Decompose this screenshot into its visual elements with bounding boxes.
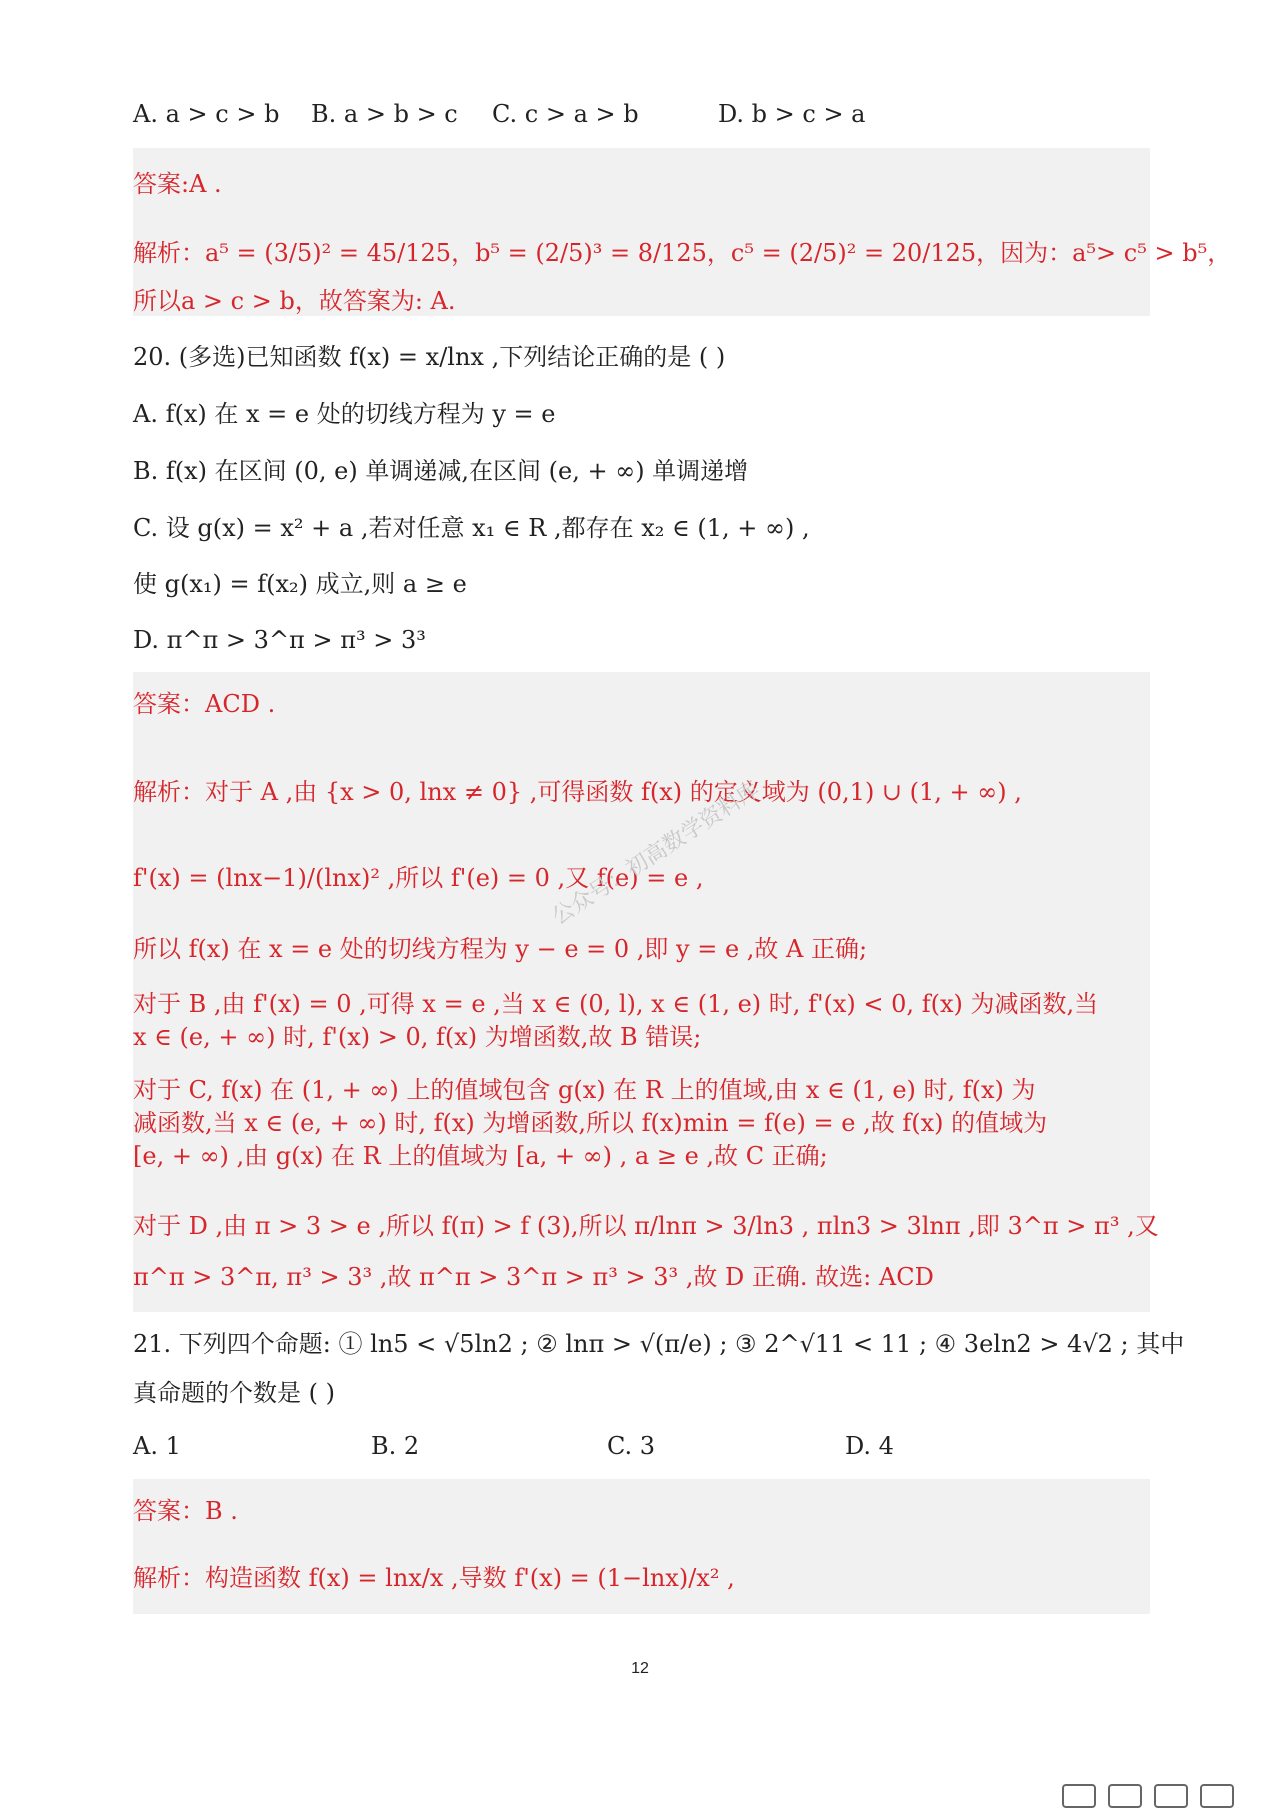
q20-option-d: D. π^π > 3^π > π³ > 3³ bbox=[133, 626, 426, 654]
q21-option-a: A. 1 bbox=[133, 1432, 181, 1460]
prev-analysis-line-2: 所以a > c > b，故答案为: A. bbox=[133, 287, 456, 315]
q20-option-c: C. 设 g(x) = x² + a ,若对任意 x₁ ∈ R ,都存在 x₂ ∈ (1, + ∞) , bbox=[133, 514, 810, 542]
q20-analysis-line-7: 减函数,当 x ∈ (e, + ∞) 时, f(x) 为增函数,所以 f(x)min = f(e) = e ,故 f(x) 的值域为 bbox=[133, 1109, 1048, 1137]
page-number: 12 bbox=[631, 1660, 649, 1677]
q20-option-b: B. f(x) 在区间 (0, e) 单调递减,在区间 (e, + ∞) 单调递增 bbox=[133, 457, 749, 485]
q20-analysis-line-3: 所以 f(x) 在 x = e 处的切线方程为 y − e = 0 ,即 y = e ,故 A 正确; bbox=[133, 935, 868, 963]
toolbar-pill-icon bbox=[1108, 1784, 1142, 1808]
q21-option-c: C. 3 bbox=[607, 1432, 656, 1460]
watermark: 公众号：初高数学资料库 bbox=[547, 777, 765, 931]
q21-option-b: B. 2 bbox=[371, 1432, 420, 1460]
q20-analysis-line-10: π^π > 3^π, π³ > 3³ ,故 π^π > 3^π > π³ > 3³ ,故 D 正确. 故选: ACD bbox=[133, 1263, 934, 1291]
q20-answer: 答案：ACD . bbox=[133, 690, 276, 718]
prev-option-a: A. a > c > b bbox=[133, 100, 280, 128]
prev-answer: 答案:A . bbox=[133, 170, 222, 198]
q20-analysis-line-8: [e, + ∞) ,由 g(x) 在 R 上的值域为 [a, + ∞) , a ≥ e ,故 C 正确; bbox=[133, 1142, 828, 1170]
q20-analysis-line-4: 对于 B ,由 f'(x) = 0 ,可得 x = e ,当 x ∈ (0, l), x ∈ (1, e) 时, f'(x) < 0, f(x) 为减函数,当 bbox=[133, 990, 1099, 1018]
prev-option-b: B. a > b > c bbox=[311, 100, 458, 128]
q20-analysis-line-9: 对于 D ,由 π > 3 > e ,所以 f(π) > f (3),所以 π/lnπ > 3/ln3 , πln3 > 3lnπ ,即 3^π > π³ ,又 bbox=[133, 1212, 1159, 1240]
q20-option-c-cont: 使 g(x₁) = f(x₂) 成立,则 a ≥ e bbox=[133, 570, 467, 598]
q21-answer: 答案：B . bbox=[133, 1497, 238, 1525]
q21-stem-line-2: 真命题的个数是 ( ) bbox=[133, 1379, 335, 1407]
prev-option-c: C. c > a > b bbox=[492, 100, 639, 128]
q20-stem: 20. (多选)已知函数 f(x) = x/lnx ,下列结论正确的是 ( ) bbox=[133, 343, 726, 371]
q20-analysis-line-5: x ∈ (e, + ∞) 时, f'(x) > 0, f(x) 为增函数,故 B 错误; bbox=[133, 1023, 702, 1051]
q20-analysis-line-1: 解析：对于 A ,由 {x > 0, lnx ≠ 0} ,可得函数 f(x) 的定义域为 (0,1) ∪ (1, + ∞) , bbox=[133, 778, 1022, 806]
prev-option-d: D. b > c > a bbox=[718, 100, 866, 128]
q20-option-a: A. f(x) 在 x = e 处的切线方程为 y = e bbox=[133, 400, 556, 428]
toolbar-pill-icon bbox=[1062, 1784, 1096, 1808]
toolbar-pill-icon bbox=[1200, 1784, 1234, 1808]
q21-stem-line-1: 21. 下列四个命题: ① ln5 < √5ln2 ; ② lnπ > √(π/e) ; ③ 2^√11 < 11 ; ④ 3eln2 > 4√2 ; 其中 bbox=[133, 1330, 1185, 1358]
q21-option-d: D. 4 bbox=[845, 1432, 894, 1460]
toolbar-pill-icon bbox=[1154, 1784, 1188, 1808]
prev-analysis-line-1: 解析：a⁵ = (3/5)² = 45/125，b⁵ = (2/5)³ = 8/125，c⁵ = (2/5)² = 20/125，因为：a⁵> c⁵ > b⁵， bbox=[133, 239, 1232, 267]
q20-analysis-line-6: 对于 C, f(x) 在 (1, + ∞) 上的值域包含 g(x) 在 R 上的值域,由 x ∈ (1, e) 时, f(x) 为 bbox=[133, 1076, 1036, 1104]
q20-analysis-line-2: f'(x) = (lnx−1)/(lnx)² ,所以 f'(e) = 0 ,又 f(e) = e , bbox=[133, 864, 704, 892]
bottom-toolbar bbox=[1048, 1778, 1276, 1808]
q21-analysis-line-1: 解析：构造函数 f(x) = lnx/x ,导数 f'(x) = (1−lnx)/x² , bbox=[133, 1564, 735, 1592]
